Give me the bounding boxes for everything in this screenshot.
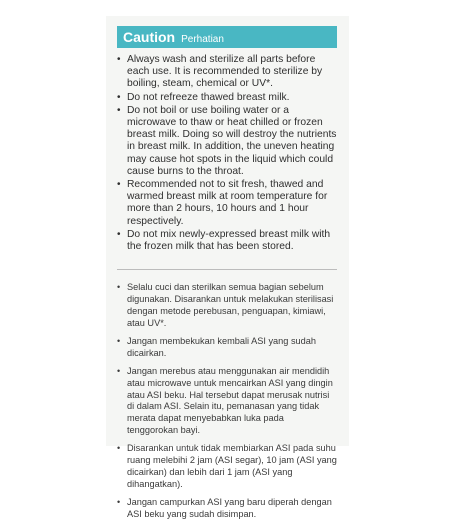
indonesian-list — [117, 282, 337, 520]
caution-card — [106, 16, 349, 519]
indonesian-item: • Disarankan untuk tidak membiarkan ASI pada suhu ruang melebihi 2 jam (ASI segar), 10 jam (ASI yang dicairkan) dan lebih dari 1 jam (ASI yang dihangatkan). — [117, 443, 337, 491]
banner-title: Caution — [123, 29, 176, 45]
english-item: • Do not boil or use boiling water or a microwave to thaw or heat chilled or frozen breast milk. Doing so will destroy the nutrients in breast milk. In addition, the uneven heating may cause hot spots in the liquid which could cause burns to the throat. — [117, 105, 337, 178]
indonesian-item: • Jangan campurkan ASI yang baru diperah dengan ASI beku yang sudah disimpan. — [117, 497, 337, 521]
banner-subtitle: Perhatian — [181, 34, 224, 45]
indonesian-item: • Selalu cuci dan sterilkan semua bagian sebelum digunakan. Disarankan untuk melakukan sterilisasi dengan metode perebusan, penguapan, kimiawi, atau UV*. — [117, 282, 337, 330]
indonesian-item: • Jangan membekukan kembali ASI yang sudah dicairkan. — [117, 336, 337, 360]
card-content — [117, 26, 337, 527]
english-item: • Recommended not to sit fresh, thawed and warmed breast milk at room temperature for more than 2 hours, 10 hours and 1 hour respectively. — [117, 179, 337, 228]
section-divider — [117, 269, 337, 270]
indonesian-item: • Jangan merebus atau menggunakan air mendidih atau microwave untuk mencairkan ASI yang dingin atau ASI beku. Hal tersebut dapat merusak nutrisi di dalam ASI. Selain itu, pemanasan yang tidak merata dapat menyebabkan luka pada tenggorokan bayi. — [117, 366, 337, 437]
english-item: • Always wash and sterilize all parts before each use. It is recommended to sterilize by boiling, steam, chemical or UV*. — [117, 54, 337, 91]
english-list — [117, 54, 337, 253]
english-item: • Do not mix newly-expressed breast milk with the frozen milk that has been stored. — [117, 229, 337, 253]
english-item: • Do not refreeze thawed breast milk. — [117, 92, 337, 104]
caution-banner — [117, 26, 337, 48]
